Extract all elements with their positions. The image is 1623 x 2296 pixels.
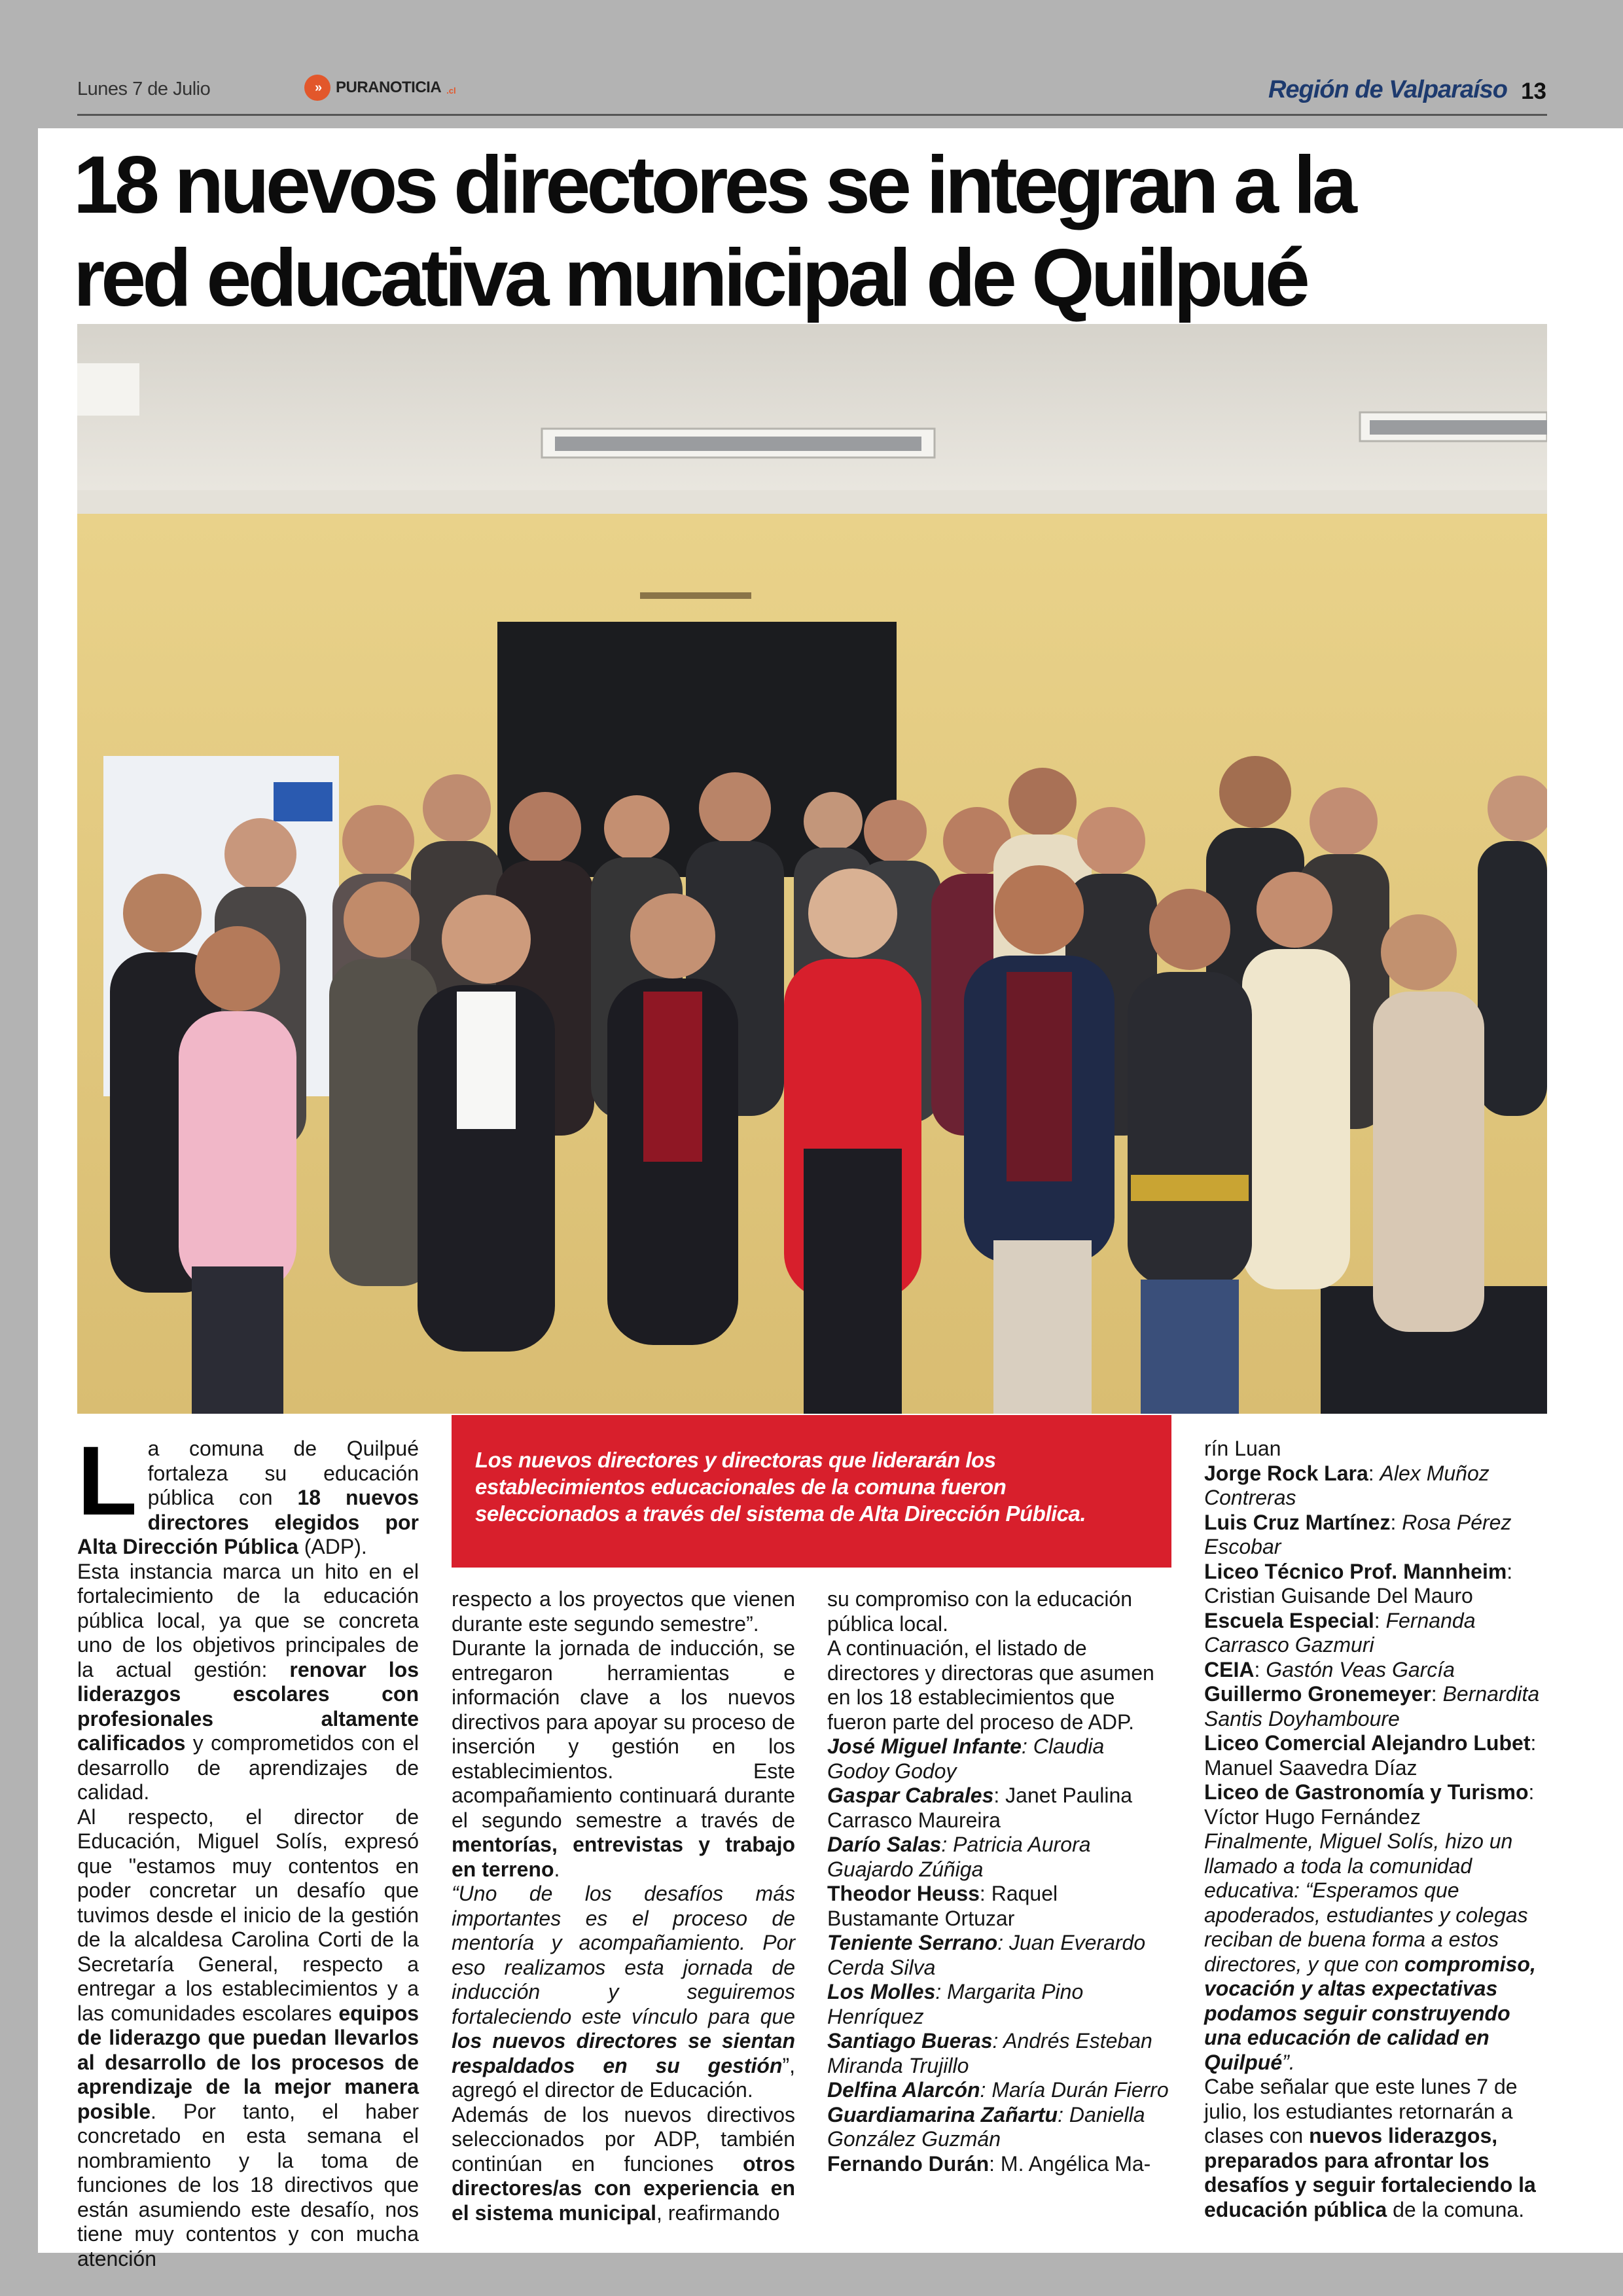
bold-text-run: otros directores/as con experiencia en el sistema municipal: [452, 2151, 795, 2225]
director-name: M. Angélica Ma-: [1000, 2151, 1151, 2176]
school-name: Luis Cruz Martínez: [1204, 1510, 1391, 1534]
text-run: ”.: [1282, 2050, 1295, 2074]
text-run: (ADP).: [298, 1535, 367, 1558]
ceiling-light-grid: [1370, 420, 1547, 435]
director-name: Claudia Godoy Godoy: [827, 1734, 1105, 1783]
list-item: Liceo de Gastronomía y Turismo: Víctor Hugo Fernández: [1204, 1780, 1535, 1829]
director-name: Gastón Veas García: [1266, 1657, 1455, 1681]
article-column-4: [1204, 1437, 1548, 2222]
bold-text-run: nuevos liderazgos, preparados para afrontar los desafíos y seguir fortaleciendo la educación pública: [1204, 2124, 1536, 2221]
school-name: Jorge Rock Lara: [1204, 1461, 1368, 1485]
director-name: Andrés Esteban Miranda Trujillo: [827, 2029, 1152, 2077]
directors-list: [1204, 1462, 1548, 1830]
list-item: Fernando Durán: M. Angélica Ma-: [827, 2151, 1151, 2176]
list-item: Delfina Alarcón: María Durán Fierro: [827, 2078, 1169, 2102]
text-run: ”, agregó el director de Educación.: [452, 2053, 795, 2102]
text-run: de la comuna.: [1387, 2197, 1525, 2221]
school-name: CEIA: [1204, 1657, 1255, 1681]
text-run: y comprometidos con el desarrollo de aprendizajes de calidad.: [77, 1731, 419, 1804]
photo-caption: Los nuevos directores y directoras que liderarán los establecimientos educacionales de la comuna fueron seleccionados a través del sistema de Alta Dirección Pública.: [452, 1415, 1171, 1568]
list-item: Guillermo Gronemeyer: Bernardita Santis Doyhamboure: [1204, 1682, 1540, 1731]
list-item: Theodor Heuss: Raquel Bustamante Ortuzar: [827, 1882, 1058, 1930]
list-item: Liceo Comercial Alejandro Lubet: Manuel Saavedra Díaz: [1204, 1731, 1537, 1780]
logo-domain-suffix: .cl: [446, 85, 456, 96]
article-column-3: [827, 1587, 1171, 2176]
school-name: Fernando Durán: [827, 2151, 990, 2176]
text-run: . Por tanto, el haber concretado en esta semana el nombramiento y la toma de funciones de los 18 directivos que están asumiendo este desafío, nos tiene muy contentos y con mucha atención: [77, 2099, 419, 2270]
school-name: Liceo Comercial Alejandro Lubet: [1204, 1731, 1531, 1755]
school-name: Santiago Bueras: [827, 2029, 993, 2053]
bold-text-run: 18 nuevos directores elegidos por Alta Dirección Pública: [77, 1486, 419, 1558]
paragraph: [77, 1805, 419, 2272]
text-run: Además de los nuevos directivos seleccionados por ADP, también continúan en funciones: [452, 2102, 795, 2176]
list-item: Los Molles: Margarita Pino Henríquez: [827, 1980, 1084, 2028]
ceiling-light: [77, 363, 139, 416]
list-item-continued: rín Luan: [1204, 1437, 1281, 1460]
banner-logo: [274, 782, 332, 821]
text-run: Durante la jornada de inducción, se entregaron herramientas e información clave a los nuevos directivos para apoyar su proceso de inserción y gestión en los establecimientos. Este acompañamiento continuará durante el segundo semestre a través de: [452, 1636, 795, 1832]
paragraph: [452, 1636, 795, 1882]
school-name: Liceo de Gastronomía y Turismo: [1204, 1780, 1529, 1804]
page-number: 13: [1521, 79, 1546, 104]
director-name: Alex Muñoz Contreras: [1204, 1461, 1489, 1509]
director-name: Raquel Bustamante Ortuzar: [827, 1882, 1058, 1930]
paragraph: [77, 1560, 419, 1805]
school-name: Gaspar Cabrales: [827, 1784, 994, 1807]
director-name: Margarita Pino Henríquez: [827, 1980, 1084, 2028]
school-name: José Miguel Infante: [827, 1734, 1022, 1758]
text-run: Al respecto, el director de Educación, Miguel Solís, expresó que "estamos muy contentos en poder concretar un desafío que tuvimos desde el inicio de la gestión de la alcaldesa Carolina Corti de la Secretaría General, respecto a entregar a los establecimientos y a las comunidades escolares: [77, 1804, 419, 2025]
list-item: José Miguel Infante: Claudia Godoy Godoy: [827, 1734, 1105, 1783]
article-column-2: [452, 1587, 795, 2225]
school-name: Los Molles: [827, 1980, 936, 2003]
director-name: Bernardita Santis Doyhamboure: [1204, 1682, 1540, 1731]
school-name: Theodor Heuss: [827, 1882, 980, 1905]
bold-text-run: mentorías, entrevistas y trabajo en terreno: [452, 1833, 795, 1881]
paragraph: respecto a los proyectos que vienen durante este segundo semestre”.: [452, 1587, 795, 1636]
director-name: Patricia Aurora Guajardo Zúñiga: [827, 1833, 1091, 1881]
list-item: Luis Cruz Martínez: Rosa Pérez Escobar: [1204, 1510, 1512, 1558]
director-name: Rosa Pérez Escobar: [1204, 1510, 1512, 1558]
school-name: Delfina Alarcón: [827, 2078, 980, 2102]
puranoticia-logo[interactable]: [304, 75, 456, 101]
director-name: Juan Everardo Cerda Silva: [827, 1931, 1146, 1979]
text-run: , reafirmando: [656, 2200, 780, 2225]
ceiling-light-grid: [555, 437, 921, 451]
issue-date: Lunes 7 de Julio: [77, 79, 211, 99]
director-name: Cristian Guisande Del Mauro: [1204, 1584, 1473, 1607]
director-name: Manuel Saavedra Díaz: [1204, 1755, 1418, 1780]
article-column-1: [77, 1426, 419, 2271]
list-item: Darío Salas: Patricia Aurora Guajardo Zúñiga: [827, 1833, 1091, 1881]
paragraph: [1204, 1829, 1548, 2075]
logo-wordmark: PURANOTICIA: [336, 79, 442, 96]
list-item: Liceo Técnico Prof. Mannheim: Cristian Guisande Del Mauro: [1204, 1559, 1513, 1607]
school-name: Guardiamarina Zañartu: [827, 2102, 1058, 2126]
ceiling: [77, 324, 1547, 514]
list-item: Gaspar Cabrales: Janet Paulina Carrasco Maureira: [827, 1784, 1133, 1832]
headline-line-2: red educativa municipal de Quilpué: [73, 233, 1306, 323]
school-name: Liceo Técnico Prof. Mannheim: [1204, 1559, 1507, 1583]
tv-mount: [640, 592, 751, 599]
group-photo: [77, 324, 1547, 1414]
director-name: María Durán Fierro: [991, 2078, 1169, 2102]
director-name: Janet Paulina Carrasco Maureira: [827, 1784, 1133, 1832]
list-item: Escuela Especial: Fernanda Carrasco Gazmuri: [1204, 1608, 1476, 1657]
article-headline: [73, 139, 1565, 325]
paragraph: [452, 1882, 795, 2103]
header-divider: [77, 114, 1547, 116]
school-name: Teniente Serrano: [827, 1931, 998, 1954]
list-item: Jorge Rock Lara: Alex Muñoz Contreras: [1204, 1461, 1489, 1509]
list-item: CEIA: Gastón Veas García: [1204, 1657, 1455, 1681]
directors-list: [827, 1734, 1171, 2176]
ceiling-beam: [77, 490, 1547, 514]
bold-text-run: compromiso, vocación y altas expectativas podamos seguir construyendo una educación de calidad en Quilpué: [1204, 1952, 1536, 2074]
paragraph: [77, 1426, 419, 1560]
text-run: a comuna de Quilpué fortaleza su educación pública con: [147, 1437, 419, 1509]
director-name: Daniella González Guzmán: [827, 2102, 1145, 2151]
list-item: Guardiamarina Zañartu: Daniella González Guzmán: [827, 2102, 1145, 2151]
text-run: “Uno de los desafíos más importantes es el proceso de mentoría y acompañamiento. Por eso realizamos esta jornada de inducción y seguiremos fortaleciendo este vínculo para que: [452, 1882, 795, 2028]
headline-line-1: 18 nuevos directores se integran a la: [73, 140, 1353, 230]
paragraph: [452, 2103, 795, 2226]
text-run: Cabe señalar que este lunes 7 de julio, los estudiantes retornarán a clases con: [1204, 2075, 1518, 2147]
director-name: Víctor Hugo Fernández: [1204, 1804, 1421, 1829]
list-item: Santiago Bueras: Andrés Esteban Miranda Trujillo: [827, 2029, 1152, 2077]
school-name: Guillermo Gronemeyer: [1204, 1682, 1431, 1706]
paragraph: [1204, 2075, 1548, 2222]
school-name: Escuela Especial: [1204, 1608, 1374, 1632]
list-item: Teniente Serrano: Juan Everardo Cerda Silva: [827, 1931, 1146, 1979]
section-title: Región de Valparaíso: [1268, 76, 1507, 103]
director-name: Fernanda Carrasco Gazmuri: [1204, 1608, 1476, 1657]
school-name: Darío Salas: [827, 1833, 942, 1856]
text-run: .: [554, 1857, 560, 1881]
text-run: Finalmente, Miguel Solís, hizo un llamado a toda la comunidad educativa: “Esperamos que apoderados, estudiantes y colegas reciban de buena forma a estos directores, y que con: [1204, 1829, 1528, 1976]
bold-text-run: renovar los liderazgos escolares con profesionales altamente calificados: [77, 1657, 419, 1755]
bold-text-run: los nuevos directores se sientan respaldados en su gestión: [452, 2029, 795, 2077]
drop-cap: L: [77, 1426, 137, 1535]
bold-text-run: equipos de liderazgo que puedan llevarlos al desarrollo de los procesos de aprendizaje de la mejor manera posible: [77, 2001, 419, 2123]
logo-arrows-icon: »: [304, 75, 330, 101]
paragraph: A continuación, el listado de directores y directoras que asumen en los 18 establecimientos que fueron parte del proceso de ADP.: [827, 1636, 1154, 1734]
paragraph: su compromiso con la educación pública local.: [827, 1587, 1133, 1636]
text-run: Esta instancia marca un hito en el fortalecimiento de la educación pública local, ya que se concreta uno de los objetivos principales de la actual gestión:: [77, 1559, 419, 1681]
